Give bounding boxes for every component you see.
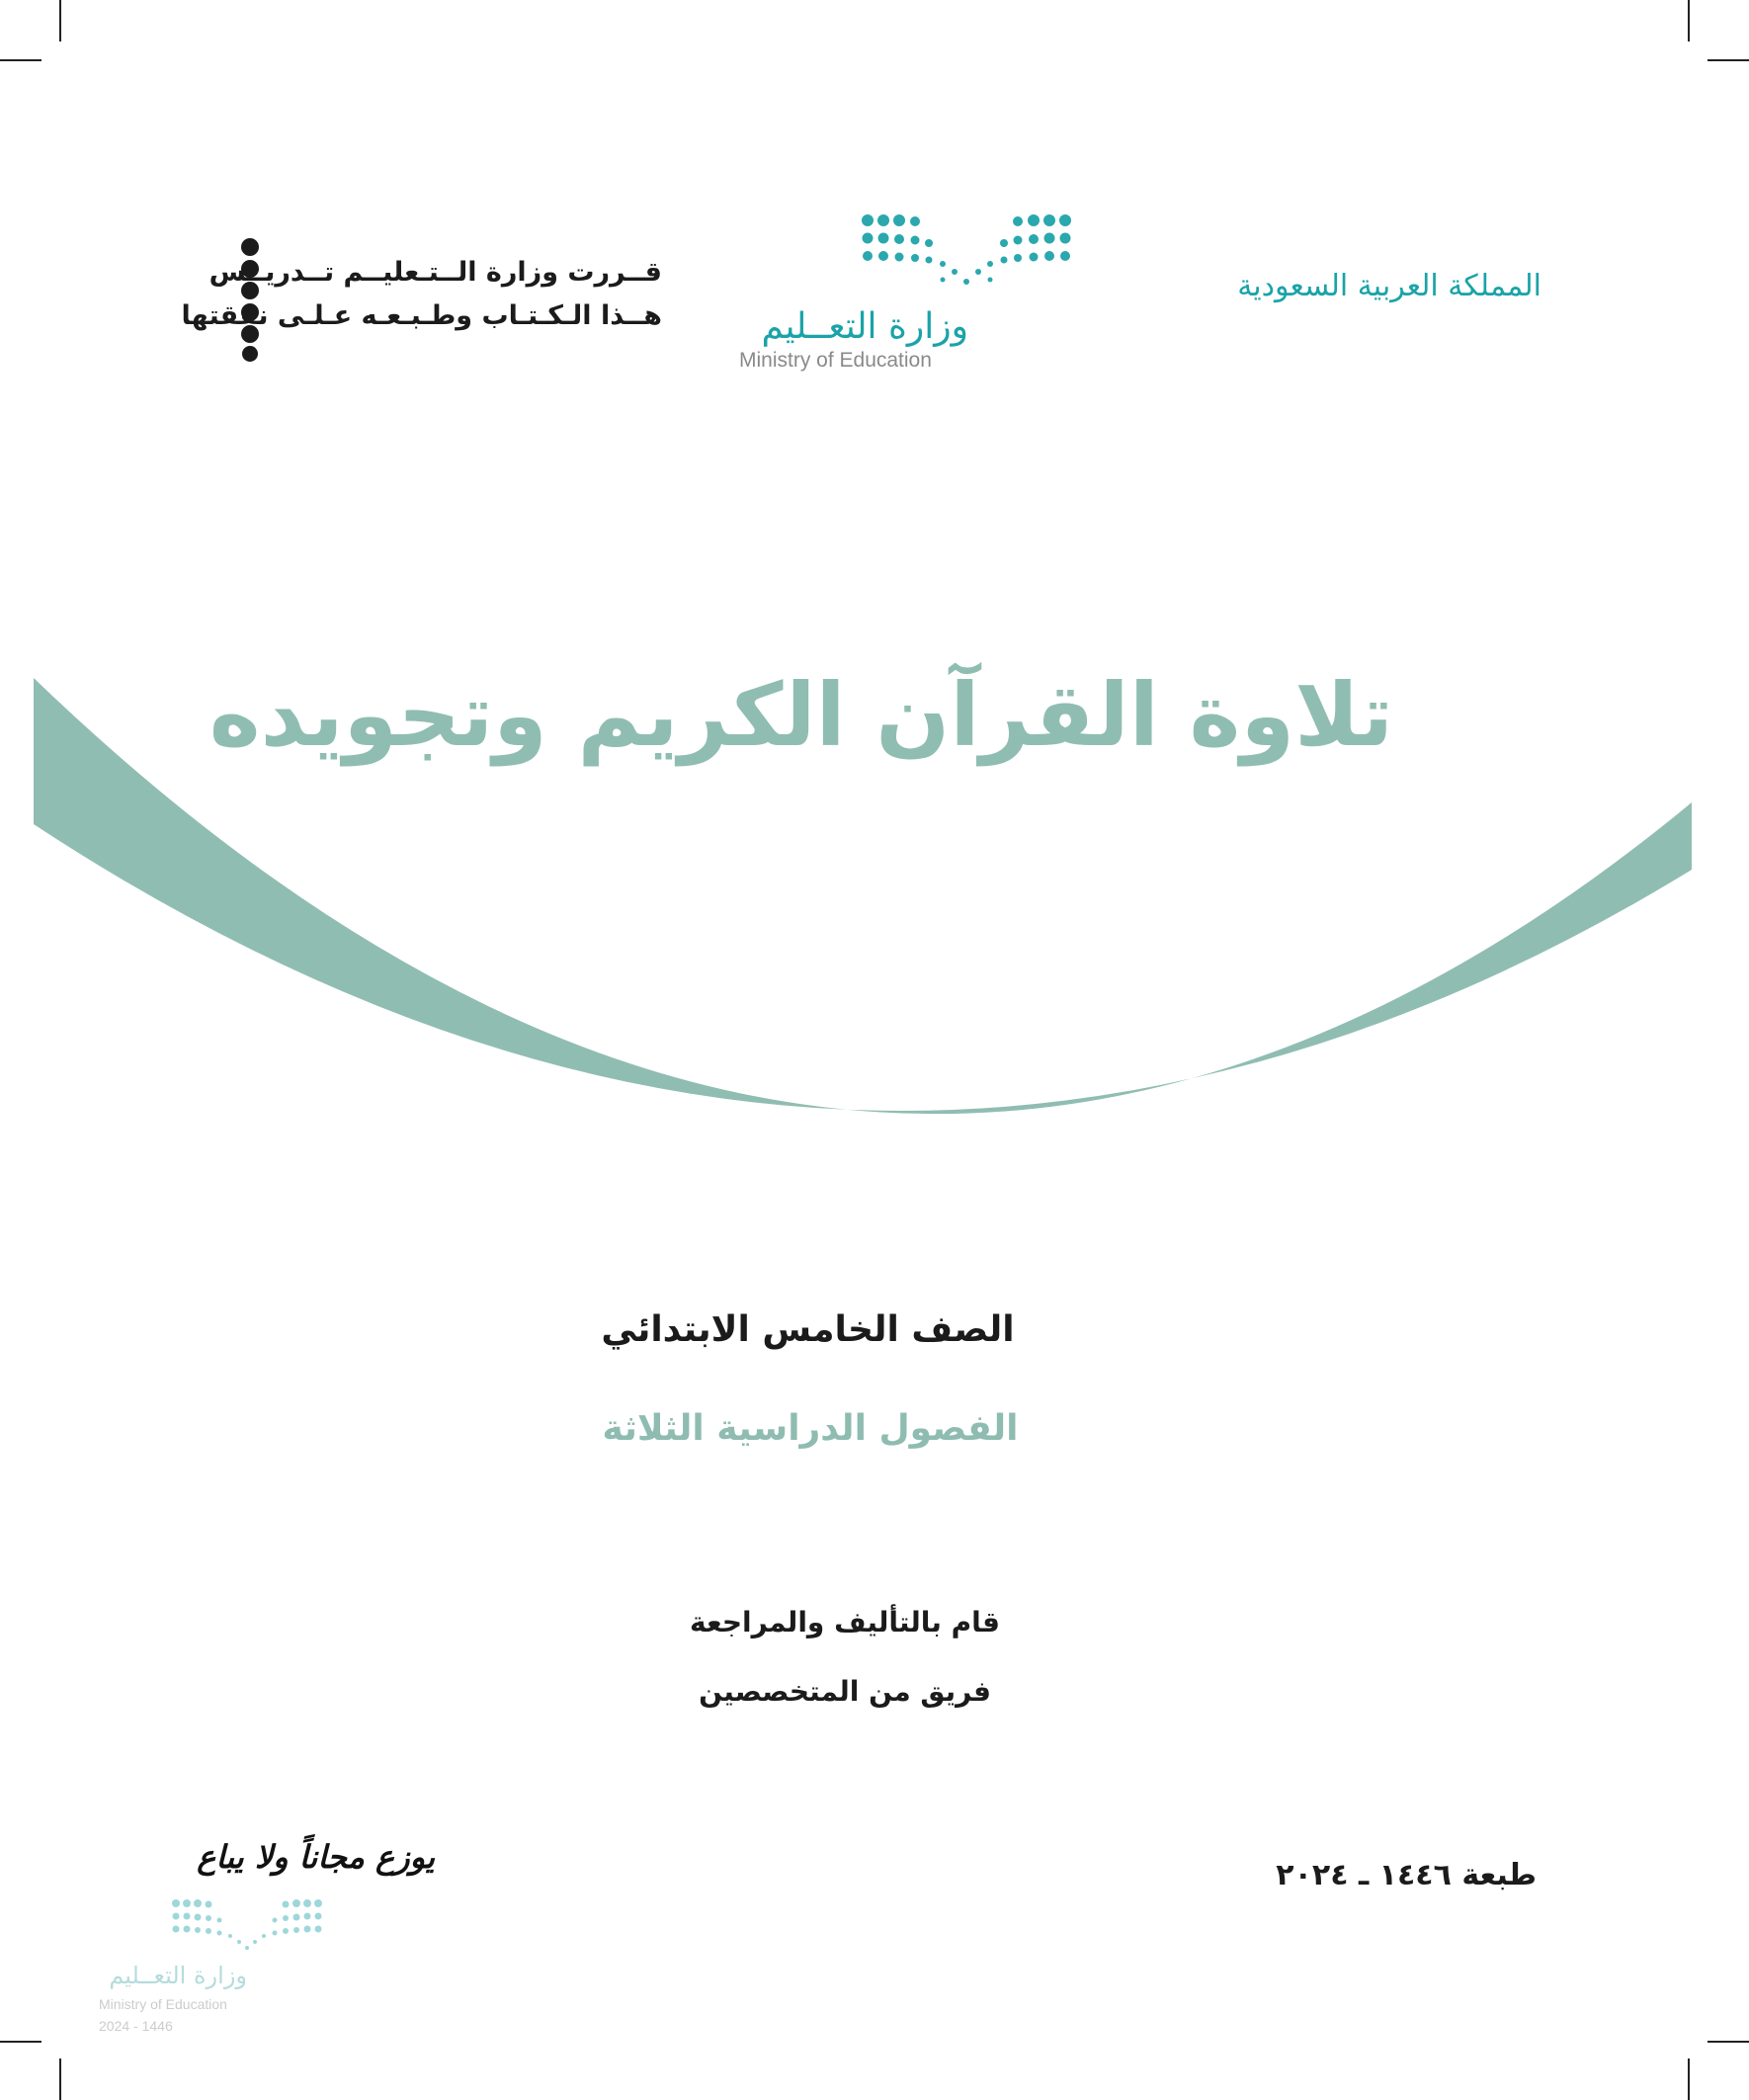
watermark-logo-dots-icon — [170, 1897, 324, 1953]
grade-level: الصف الخامس الابتدائي — [601, 1309, 1015, 1350]
ministry-name-arabic: وزارة التعــليم — [761, 306, 968, 347]
authors-line-1: قام بالتأليف والمراجعة — [690, 1606, 1000, 1638]
ministry-logo-dots-icon — [858, 210, 1075, 292]
crop-mark-top-left-h — [0, 59, 42, 61]
approval-statement — [181, 251, 662, 338]
crop-mark-bottom-left-h — [0, 2041, 42, 2043]
book-title: تلاوة القرآن الكريم وتجويده — [208, 664, 1393, 766]
watermark-year: 2024 - 1446 — [99, 2018, 173, 2034]
crop-mark-bottom-right-h — [1707, 2041, 1749, 2043]
crop-mark-bottom-left-v — [59, 2058, 61, 2100]
study-terms: الفصول الدراسية الثلاثة — [602, 1408, 1019, 1449]
approval-line-1: قــررت وزارة الــتـعليــم تــدريــس — [208, 257, 662, 288]
crop-mark-top-left-v — [59, 0, 61, 42]
approval-line-2: هــذا الـكـتـاب وطـبـعـه عـلـى نفقتها — [181, 300, 662, 331]
free-distribution-note: يوزع مجاناً ولا يباع — [197, 1838, 435, 1876]
crop-mark-bottom-right-v — [1688, 2058, 1690, 2100]
watermark-ministry-english: Ministry of Education — [99, 1996, 227, 2012]
watermark-ministry-arabic: وزارة التعــليم — [109, 1962, 247, 1989]
ministry-name-english: Ministry of Education — [739, 349, 932, 372]
edition-label: طبعة ١٤٤٦ ـ ٢٠٢٤ — [1276, 1858, 1537, 1892]
authors-line-2: فريق من المتخصصين — [699, 1675, 991, 1708]
crop-mark-top-right-v — [1688, 0, 1690, 42]
crop-mark-top-right-h — [1707, 59, 1749, 61]
kingdom-name: المملكة العربية السعودية — [1237, 269, 1541, 303]
